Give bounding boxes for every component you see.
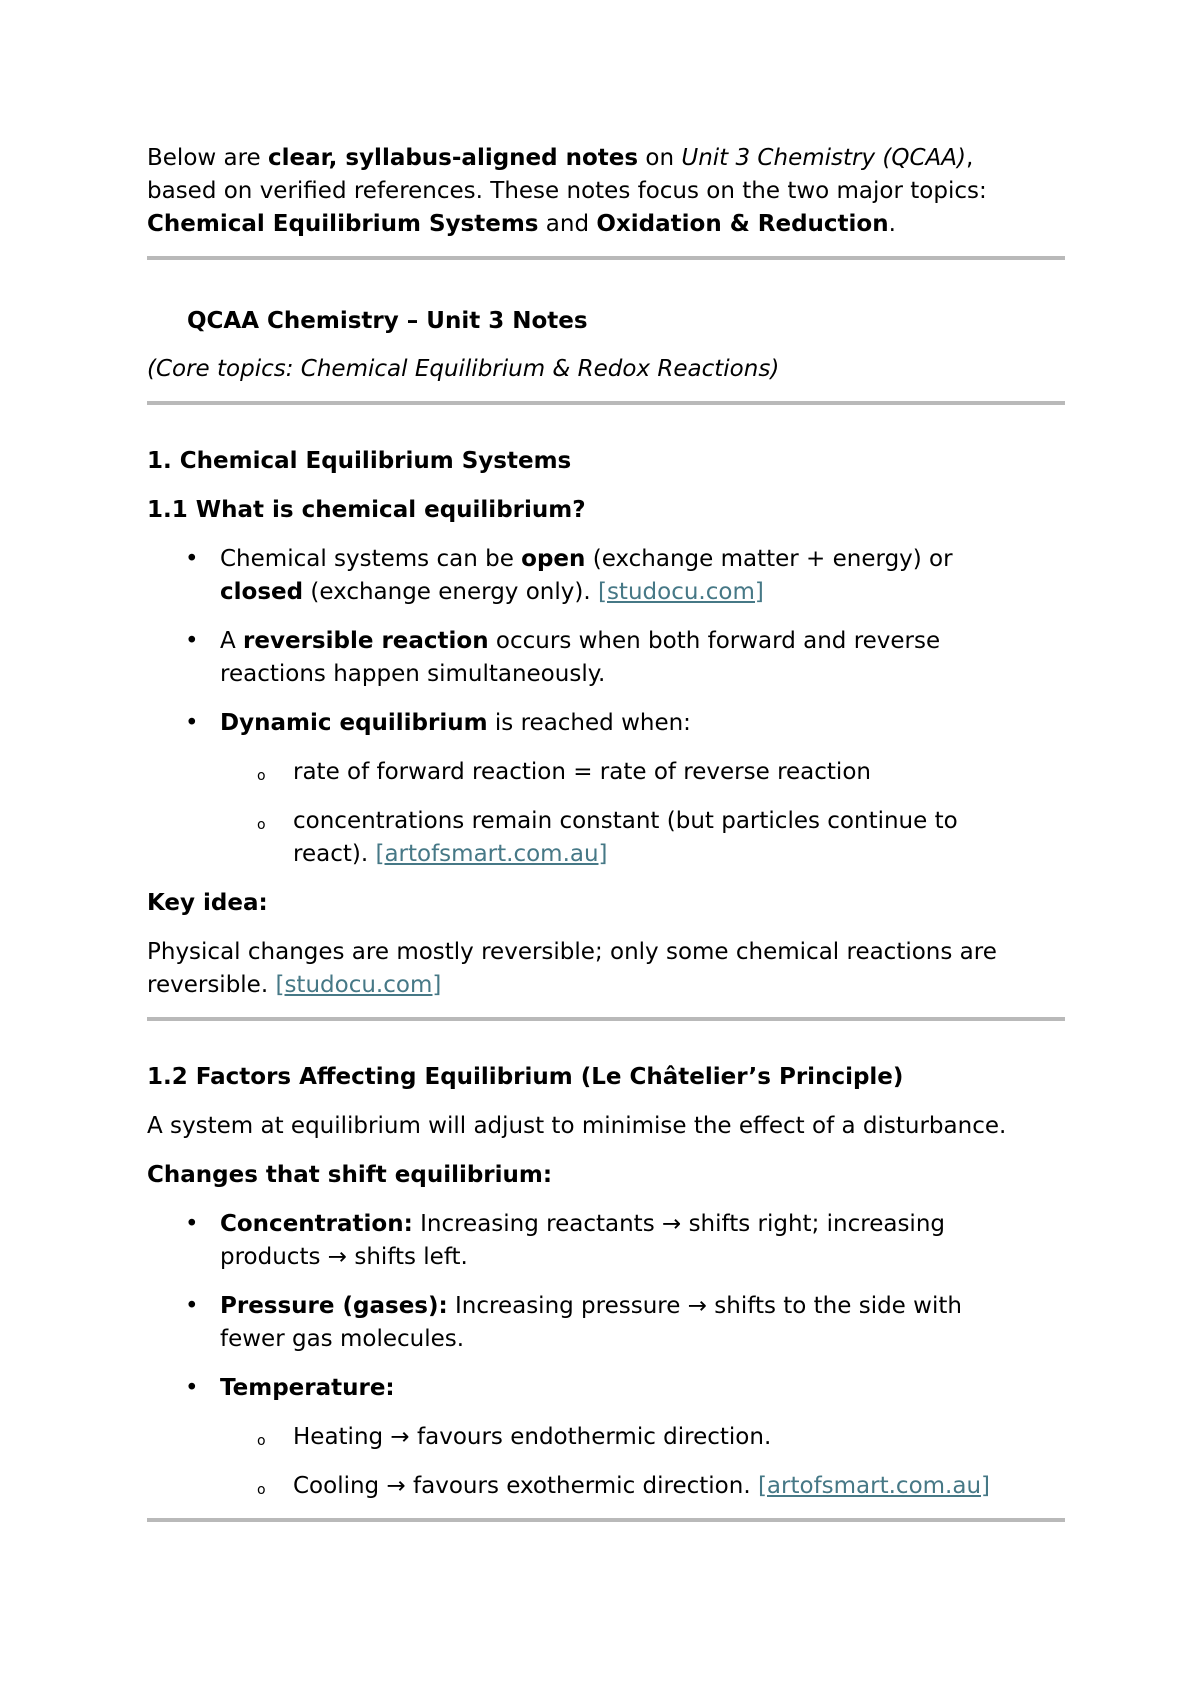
intro-bold-3: Oxidation & Reduction xyxy=(596,211,889,237)
notes-title: QCAA Chemistry – Unit 3 Notes xyxy=(187,308,588,334)
intro-line-1: Below are clear, syllabus-aligned notes on Unit 3 Chemistry (QCAA), xyxy=(147,145,974,171)
intro-italic: Unit 3 Chemistry (QCAA) xyxy=(681,145,966,171)
artofsmart-link[interactable]: [artofsmart.com.au] xyxy=(375,841,608,867)
document-content xyxy=(147,142,1065,1522)
list-item: o rate of forward reaction = rate of reverse reaction xyxy=(147,756,1065,789)
section-1-2-heading: 1.2 Factors Affecting Equilibrium (Le Châtelier’s Principle) xyxy=(147,1064,904,1090)
list-item: o Heating → favours endothermic direction. xyxy=(147,1421,1065,1454)
list-item: • Dynamic equilibrium is reached when: xyxy=(147,707,1065,740)
list-item: • A reversible reaction occurs when both forward and reverse reactions happen simultaneously. xyxy=(147,625,1065,691)
list-item: o concentrations remain constant (but particles continue to react). [artofsmart.com.au] xyxy=(147,805,1065,871)
changes-label: Changes that shift equilibrium: xyxy=(147,1162,553,1188)
divider-3 xyxy=(147,1017,1065,1021)
studocu-link[interactable]: [studocu.com] xyxy=(275,972,442,998)
equilibrium-sub-list xyxy=(147,756,1065,871)
divider-4 xyxy=(147,1518,1065,1522)
temperature-sub-list xyxy=(147,1421,1065,1503)
intro-line-3: Chemical Equilibrium Systems and Oxidation & Reduction. xyxy=(147,211,896,237)
artofsmart-link[interactable]: [artofsmart.com.au] xyxy=(757,1473,991,1499)
key-idea-label: Key idea: xyxy=(147,890,268,916)
intro-paragraph xyxy=(147,142,1065,241)
list-item: • Concentration: Increasing reactants → shifts right; increasing products → shifts left. xyxy=(147,1208,1065,1274)
section-1-heading: 1. Chemical Equilibrium Systems xyxy=(147,448,572,474)
studocu-link[interactable]: [studocu.com] xyxy=(597,579,764,605)
list-item: • Temperature: xyxy=(147,1372,1065,1405)
divider-2 xyxy=(147,401,1065,405)
factors-bullet-list xyxy=(147,1208,1065,1405)
key-idea-text: Physical changes are mostly reversible; only some chemical reactions are reversible. [studocu.com] xyxy=(147,939,997,998)
equilibrium-bullet-list xyxy=(147,543,1065,740)
section-1-2-intro: A system at equilibrium will adjust to minimise the effect of a disturbance. xyxy=(147,1113,1007,1139)
intro-bold-1: clear, syllabus-aligned notes xyxy=(268,145,639,171)
list-item: • Pressure (gases): Increasing pressure → shifts to the side with fewer gas molecules. xyxy=(147,1290,1065,1356)
notes-subtitle: (Core topics: Chemical Equilibrium & Redox Reactions) xyxy=(147,356,780,382)
list-item: • Chemical systems can be open (exchange matter + energy) or closed (exchange energy only). [studocu.com] xyxy=(147,543,1065,609)
intro-line-2: based on verified references. These notes focus on the two major topics: xyxy=(147,178,987,204)
list-item: o Cooling → favours exothermic direction. [artofsmart.com.au] xyxy=(147,1470,1065,1503)
divider-1 xyxy=(147,256,1065,260)
intro-bold-2: Chemical Equilibrium Systems xyxy=(147,211,539,237)
section-1-1-heading: 1.1 What is chemical equilibrium? xyxy=(147,497,586,523)
